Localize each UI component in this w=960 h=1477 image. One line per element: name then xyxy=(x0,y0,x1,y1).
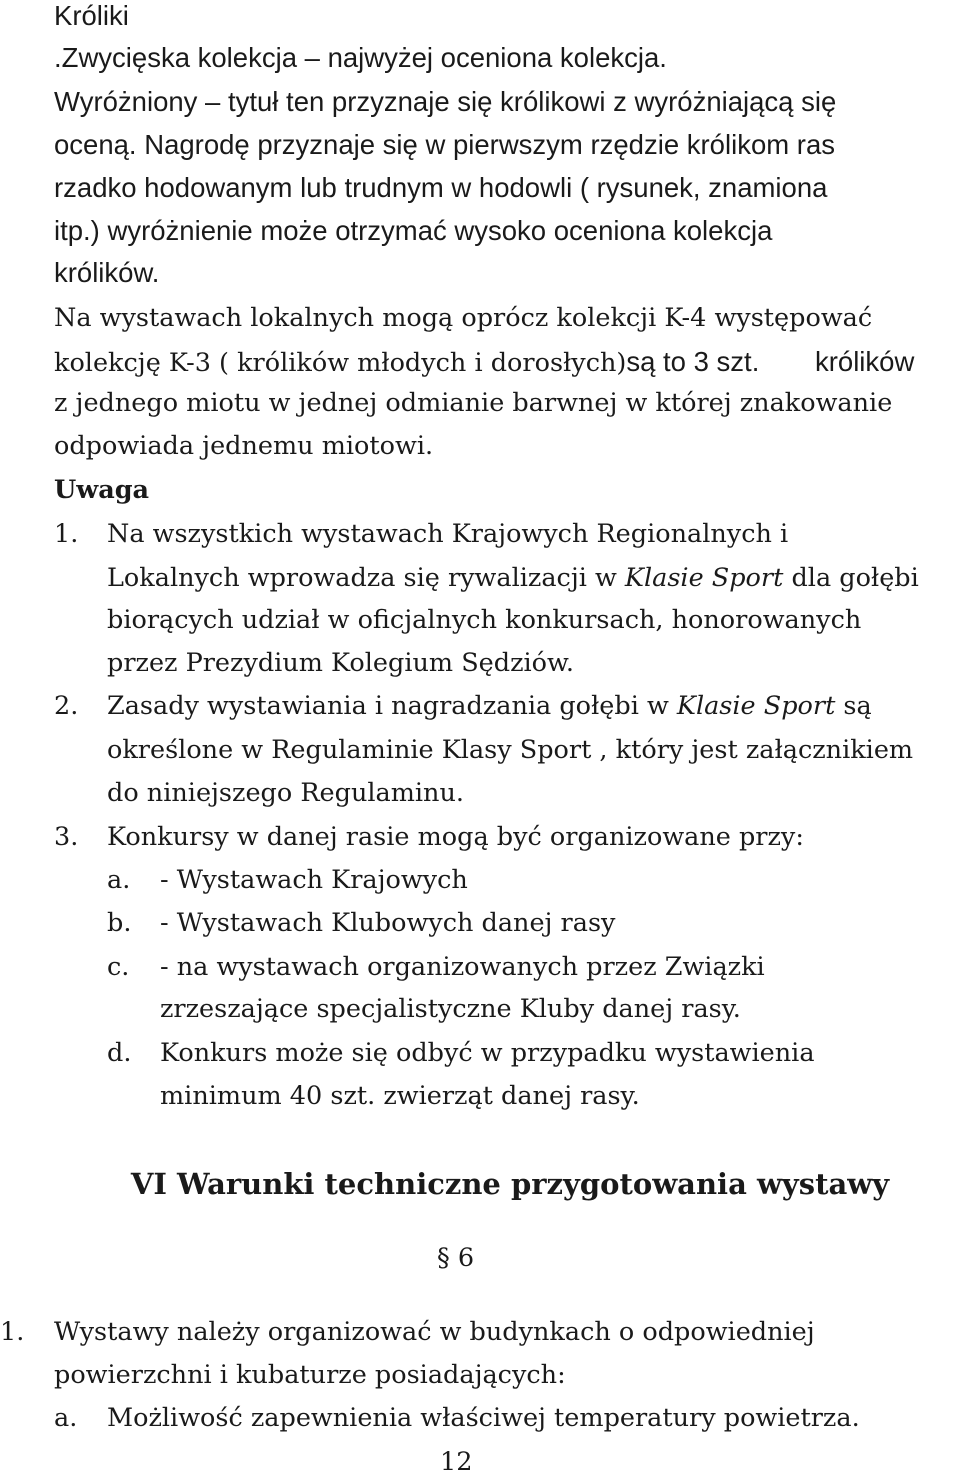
text-fragment: kolekcję K-3 ( królików młodych i dorosłych) xyxy=(54,348,627,378)
text-line: królików. xyxy=(54,257,160,288)
text-line: przez Prezydium Kolegium Sędziów. xyxy=(107,648,574,678)
text-line: z jednego miotu w jednej odmianie barwnej w której znakowanie xyxy=(54,388,893,418)
list-letter: a. xyxy=(107,865,131,895)
section-heading: VI Warunki techniczne przygotowania wystawy xyxy=(130,1167,890,1201)
list-number: 1. xyxy=(54,519,79,549)
text-line: - Wystawach Krajowych xyxy=(160,865,468,895)
text-fragment: są xyxy=(835,691,872,721)
text-line: Konkurs może się odbyć w przypadku wystawienia xyxy=(160,1038,815,1068)
text-line: rzadko hodowanym lub trudnym w hodowli ( rysunek, znamiona xyxy=(54,172,828,203)
text-line: królików xyxy=(815,346,915,377)
text-fragment: dla gołębi xyxy=(783,563,919,593)
text-line: .Zwycięska kolekcja – najwyżej oceniona kolekcja. xyxy=(54,42,667,73)
text-line: Możliwość zapewnienia właściwej temperatury powietrza. xyxy=(107,1403,860,1433)
list-letter: a. xyxy=(54,1403,78,1433)
text-line: oceną. Nagrodę przyznaje się w pierwszym rzędzie królikom ras xyxy=(54,129,835,160)
text-line: - na wystawach organizowanych przez Związki xyxy=(160,952,765,982)
text-line: minimum 40 szt. zwierząt danej rasy. xyxy=(160,1081,640,1111)
text-line: Wyróżniony – tytuł ten przyznaje się królikowi z wyróżniającą się xyxy=(54,86,837,117)
text-line: biorących udział w oficjalnych konkursach, honorowanych xyxy=(107,605,862,635)
list-number: 2. xyxy=(54,691,79,721)
text-line: Wystawy należy organizować w budynkach o odpowiedniej xyxy=(54,1317,815,1347)
text-line: - Wystawach Klubowych danej rasy xyxy=(160,908,616,938)
text-fragment: są to 3 szt. xyxy=(626,346,760,377)
text-line: Króliki xyxy=(54,0,129,31)
text-line xyxy=(107,563,919,593)
text-line: itp.) wyróżnienie może otrzymać wysoko oceniona kolekcja xyxy=(54,215,773,246)
text-line: do niniejszego Regulaminu. xyxy=(107,778,465,808)
text-line xyxy=(107,691,872,721)
note-title: Uwaga xyxy=(54,475,150,505)
paragraph-symbol: § 6 xyxy=(437,1243,475,1273)
italic-term: Klasie Sport xyxy=(676,691,836,721)
italic-term: Klasie Sport xyxy=(624,563,784,593)
text-line: zrzeszające specjalistyczne Kluby danej rasy. xyxy=(160,994,741,1024)
text-line: Na wszystkich wystawach Krajowych Regionalnych i xyxy=(107,519,789,549)
list-letter: d. xyxy=(107,1038,132,1068)
list-number: 3. xyxy=(54,822,79,852)
text-fragment: Zasady wystawiania i nagradzania gołębi w xyxy=(107,691,677,721)
text-line: określone w Regulaminie Klasy Sport , który jest załącznikiem xyxy=(107,735,914,765)
text-line: powierzchni i kubaturze posiadających: xyxy=(54,1360,566,1390)
list-number: 1. xyxy=(0,1317,25,1347)
text-fragment: Lokalnych wprowadza się rywalizacji w xyxy=(107,563,625,593)
list-letter: c. xyxy=(107,952,130,982)
text-line: odpowiada jednemu miotowi. xyxy=(54,431,434,461)
list-letter: b. xyxy=(107,908,132,938)
text-line xyxy=(54,348,759,377)
text-line: Konkursy w danej rasie mogą być organizowane przy: xyxy=(107,822,804,852)
text-line: Na wystawach lokalnych mogą oprócz kolekcji K-4 występować xyxy=(54,303,873,333)
page-number: 12 xyxy=(440,1447,473,1477)
